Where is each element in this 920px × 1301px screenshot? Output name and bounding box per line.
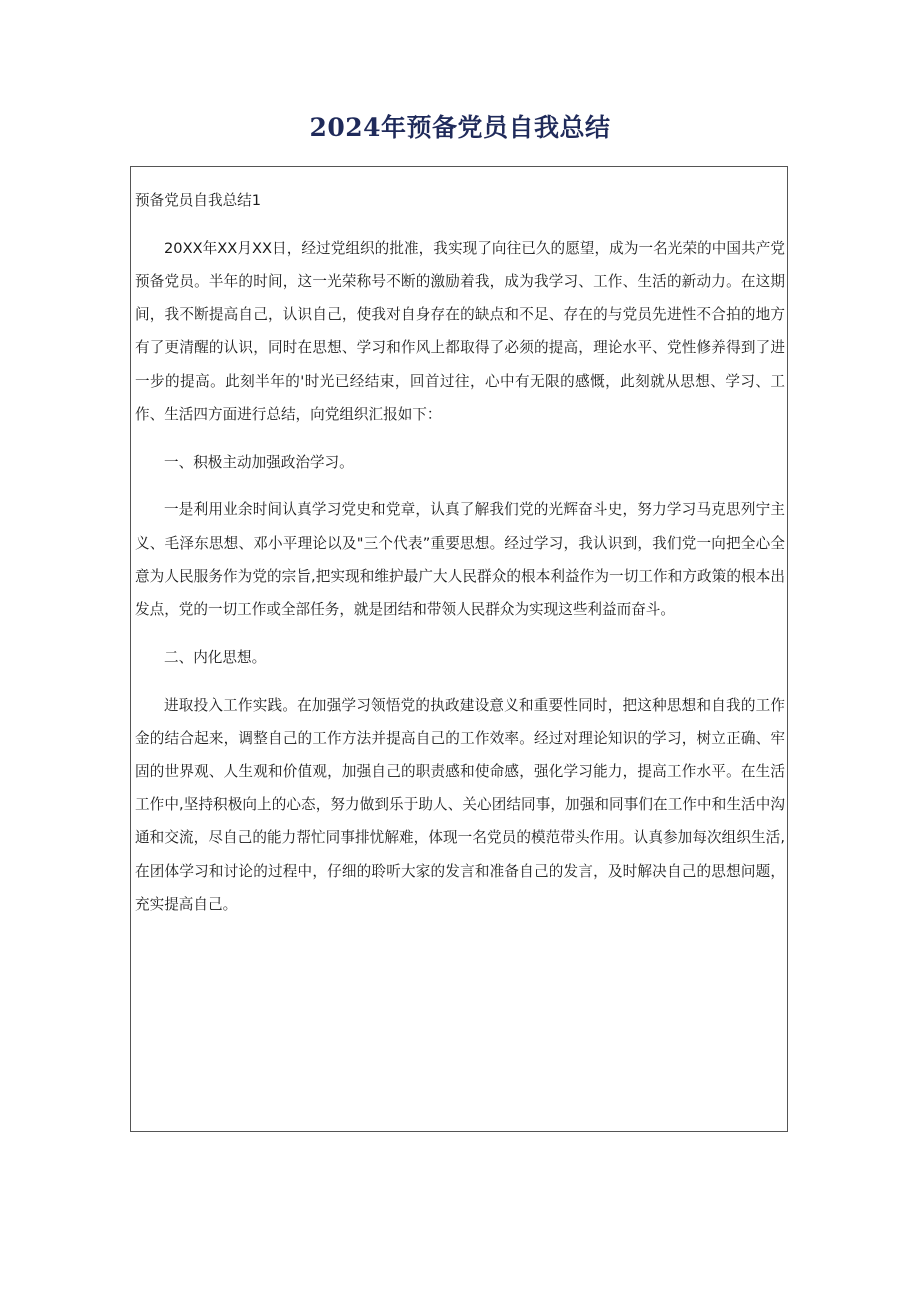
content-box: [130, 166, 788, 1132]
section-subtitle: 预备党员自我总结1: [135, 192, 262, 209]
section-heading-1: 一、积极主动加强政治学习。: [164, 453, 354, 471]
section-heading-2: 二、内化思想。: [164, 648, 267, 666]
paragraph-practice: 进取投入工作实践。在加强学习领悟党的执政建设意义和重要性同时，把这种思想和自我的工作金的结合起来，调整自己的工作方法并提高自己的工作效率。经过对理论知识的学习，树立正确、牢固的世界观、人生观和价值观，加强自己的职责感和使命感，强化学习能力，提高工作水平。在生活工作中,坚持积极向上的心态，努力做到乐于助人、关心团结同事，加强和同事们在工作中和生活中沟通和交流，尽自己的能力帮忙同事排忧解难，体现一名党员的模范带头作用。认真参加每次组织生活,在团体学习和讨论的过程中，仔细的聆听大家的发言和准备自己的发言，及时解决自己的思想问题，充实提高自己。: [135, 696, 785, 913]
paragraph-intro: 20XX年XX月XX日，经过党组织的批准，我实现了向往已久的愿望，成为一名光荣的中国共产党预备党员。半年的时间，这一光荣称号不断的激励着我，成为我学习、工作、生活的新动力。在这期间，我不断提高自己，认识自己，使我对自身存在的缺点和不足、存在的与党员先进性不合拍的地方有了更清醒的认识，同时在思想、学习和作风上都取得了必须的提高，理论水平、党性修养得到了进一步的提高。此刻半年的'时光已经结束，回首过往，心中有无限的感慨，此刻就从思想、学习、工作、生活四方面进行总结，向党组织汇报如下：: [135, 239, 785, 423]
document-body: [135, 184, 785, 936]
document-title: 2024年预备党员自我总结: [309, 113, 611, 142]
paragraph-study: 一是利用业余时间认真学习党史和党章，认真了解我们党的光辉奋斗史，努力学习马克思列宁主义、毛泽东思想、邓小平理论以及"三个代表”重要思想。经过学习，我认识到，我们党一向把全心全意为人民服务作为党的宗旨,把实现和维护最广大人民群众的根本利益作为一切工作和方政策的根本出发点，党的一切工作或全部任务，就是团结和带领人民群众为实现这些利益而奋斗。: [135, 501, 785, 619]
